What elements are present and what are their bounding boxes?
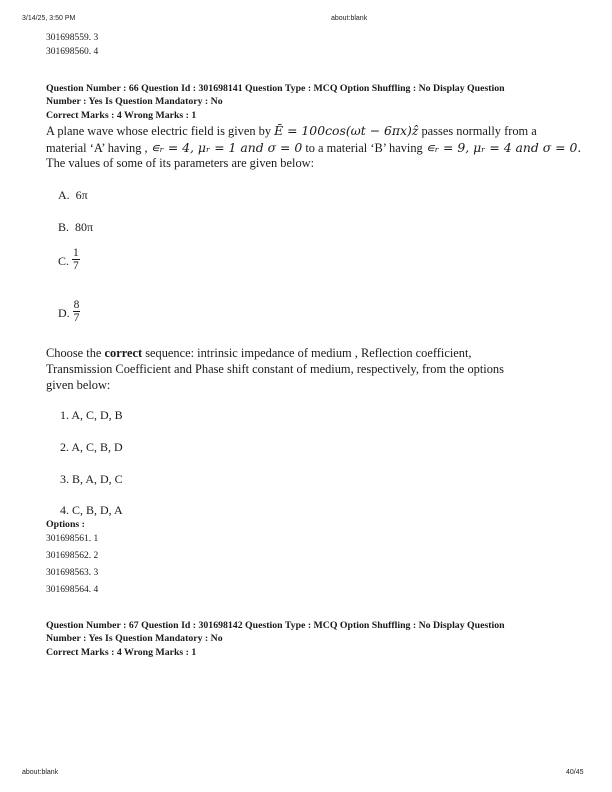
instruction-emphasis: correct bbox=[104, 346, 143, 360]
item-d bbox=[58, 301, 80, 326]
answer-option[interactable]: 4. C, B, D, A bbox=[60, 503, 123, 517]
electric-field-equation: Ē = 100cos(ωt − 6πx)ẑ bbox=[274, 123, 419, 138]
print-footer-url: about:blank bbox=[22, 769, 59, 776]
option-id: 301698561. 1 bbox=[46, 534, 99, 544]
material-b-params: ∊ᵣ = 9, μᵣ = 4 and σ = 0. bbox=[425, 140, 582, 155]
question-meta-line: Number : Yes Is Question Mandatory : No bbox=[46, 96, 223, 107]
material-a-params: ∊ᵣ = 4, μᵣ = 1 and σ = 0 bbox=[150, 140, 303, 155]
question-meta-line: Question Number : 67 Question Id : 301698142 Question Type : MCQ Option Shuffling : No Display Question bbox=[46, 620, 505, 631]
fraction-denominator: 7 bbox=[73, 260, 79, 272]
question-text-line bbox=[46, 140, 581, 157]
item-label: A. bbox=[58, 188, 70, 202]
option-id: 301698563. 3 bbox=[46, 568, 99, 578]
question-text-line bbox=[46, 123, 537, 140]
item-a bbox=[58, 188, 88, 203]
item-label: B. bbox=[58, 220, 70, 234]
fraction-numerator: 1 bbox=[73, 247, 79, 259]
print-title: about:blank bbox=[331, 15, 368, 22]
question-text: to a material ‘B’ having bbox=[302, 141, 426, 155]
fraction-denominator: 7 bbox=[73, 312, 80, 324]
question-text-line: The values of some of its parameters are given below: bbox=[46, 156, 315, 170]
item-value: 6π bbox=[75, 188, 88, 202]
answer-option[interactable]: 3. B, A, D, C bbox=[60, 472, 123, 486]
question-marks: Correct Marks : 4 Wrong Marks : 1 bbox=[46, 647, 197, 658]
item-c bbox=[58, 249, 80, 274]
item-b bbox=[58, 220, 93, 235]
item-value: 80π bbox=[75, 220, 94, 234]
question-text: material ‘A’ having , bbox=[46, 141, 151, 155]
instruction-text: sequence: intrinsic impedance of medium , Reflection coefficient, bbox=[142, 346, 472, 360]
question-text: passes normally from a bbox=[418, 124, 537, 138]
instruction-line bbox=[46, 346, 472, 362]
options-label: Options : bbox=[46, 519, 85, 530]
prev-option-id: 301698559. 3 bbox=[46, 33, 99, 43]
item-fraction bbox=[73, 299, 81, 324]
question-meta-line: Number : Yes Is Question Mandatory : No bbox=[46, 633, 223, 644]
option-id: 301698562. 2 bbox=[46, 551, 99, 561]
option-id: 301698564. 4 bbox=[46, 585, 99, 595]
print-page-number: 40/45 bbox=[566, 769, 584, 776]
instruction-line: given below: bbox=[46, 378, 111, 392]
item-label: D. bbox=[58, 306, 70, 320]
instruction-line: Transmission Coefficient and Phase shift constant of medium, respectively, from the options bbox=[46, 362, 504, 376]
print-timestamp: 3/14/25, 3:50 PM bbox=[22, 15, 76, 22]
question-text: A plane wave whose electric field is given by bbox=[46, 124, 275, 138]
item-label: C. bbox=[58, 254, 70, 268]
answer-option[interactable]: 1. A, C, D, B bbox=[60, 408, 123, 422]
question-meta-line: Question Number : 66 Question Id : 301698141 Question Type : MCQ Option Shuffling : No Display Question bbox=[46, 83, 505, 94]
instruction-text: Choose the bbox=[46, 346, 105, 360]
item-fraction bbox=[72, 247, 80, 272]
prev-option-id: 301698560. 4 bbox=[46, 47, 99, 57]
fraction-numerator: 8 bbox=[73, 299, 80, 311]
question-marks: Correct Marks : 4 Wrong Marks : 1 bbox=[46, 110, 197, 121]
answer-option[interactable]: 2. A, C, B, D bbox=[60, 440, 123, 454]
